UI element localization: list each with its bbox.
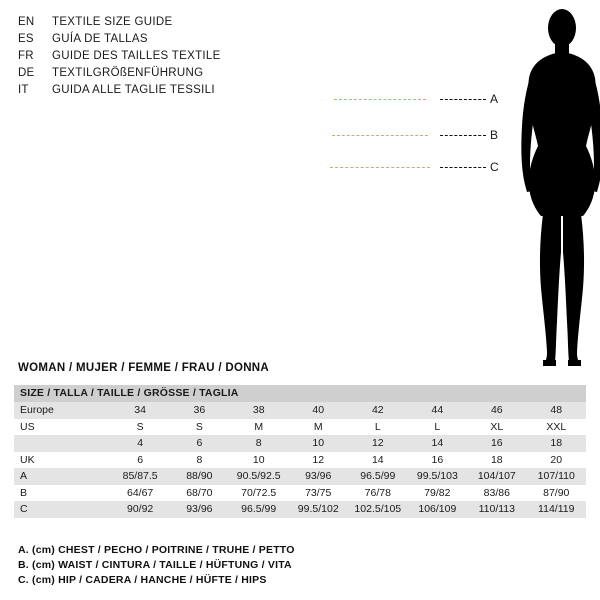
cell: 102.5/105 bbox=[348, 501, 408, 518]
cell: 99.5/102 bbox=[288, 501, 347, 518]
language-title: TEXTILE SIZE GUIDE bbox=[52, 16, 173, 28]
waist-measure-label: B bbox=[490, 128, 499, 142]
cell: 8 bbox=[170, 452, 229, 469]
legend-row-chest: A. (cm) CHEST / PECHO / POITRINE / TRUHE / PETTO bbox=[18, 544, 295, 556]
cell: 107/110 bbox=[527, 468, 586, 485]
cell: 90.5/92.5 bbox=[229, 468, 289, 485]
cell: 8 bbox=[229, 435, 289, 452]
table-header-row bbox=[14, 385, 586, 402]
cell: 79/82 bbox=[408, 485, 467, 502]
hip-measure-label: C bbox=[490, 160, 500, 174]
cell: 104/107 bbox=[467, 468, 526, 485]
table-row bbox=[14, 468, 586, 485]
hip-measure-line bbox=[330, 167, 430, 168]
cell: 114/119 bbox=[527, 501, 586, 518]
row-label: B bbox=[14, 485, 110, 502]
cell: 90/92 bbox=[110, 501, 169, 518]
cell: 16 bbox=[467, 435, 526, 452]
language-title: GUIDA ALLE TAGLIE TESSILI bbox=[52, 84, 215, 96]
language-code: ES bbox=[18, 33, 34, 45]
chest-measure-label: A bbox=[490, 92, 499, 106]
size-table bbox=[14, 385, 586, 518]
hip-measure-leader bbox=[440, 167, 486, 168]
body-figure-area bbox=[340, 0, 600, 380]
cell: L bbox=[348, 419, 408, 436]
table-header-label: SIZE / TALLA / TAILLE / GRÖSSE / TAGLIA bbox=[14, 385, 586, 402]
chest-measure-line bbox=[334, 99, 426, 100]
cell: 96.5/99 bbox=[348, 468, 408, 485]
female-body-silhouette-icon bbox=[340, 0, 600, 380]
table-row bbox=[14, 485, 586, 502]
chest-measure-leader bbox=[440, 99, 486, 100]
cell: 64/67 bbox=[110, 485, 169, 502]
measurement-legend bbox=[18, 543, 578, 588]
cell: 96.5/99 bbox=[229, 501, 289, 518]
cell: S bbox=[110, 419, 169, 436]
legend-row-hip: C. (cm) HIP / CADERA / HANCHE / HÜFTE / HIPS bbox=[18, 574, 267, 586]
cell: 68/70 bbox=[170, 485, 229, 502]
language-code: EN bbox=[18, 16, 35, 28]
cell: 36 bbox=[170, 402, 229, 419]
cell: 12 bbox=[348, 435, 408, 452]
language-row bbox=[18, 65, 318, 82]
cell: 14 bbox=[408, 435, 467, 452]
cell: 6 bbox=[170, 435, 229, 452]
table-row bbox=[14, 402, 586, 419]
cell: L bbox=[408, 419, 467, 436]
cell: 83/86 bbox=[467, 485, 526, 502]
cell: XXL bbox=[527, 419, 586, 436]
cell: 10 bbox=[229, 452, 289, 469]
cell: 87/90 bbox=[527, 485, 586, 502]
cell: M bbox=[288, 419, 347, 436]
cell: 110/113 bbox=[467, 501, 526, 518]
language-row bbox=[18, 48, 318, 65]
language-title: GUÍA DE TALLAS bbox=[52, 33, 148, 45]
language-title: TEXTILGRÖßENFÜHRUNG bbox=[52, 67, 204, 79]
language-code: IT bbox=[18, 84, 29, 96]
table-row bbox=[14, 419, 586, 436]
cell: 6 bbox=[110, 452, 169, 469]
cell: 18 bbox=[467, 452, 526, 469]
language-list bbox=[18, 14, 318, 99]
table-row bbox=[14, 452, 586, 469]
waist-measure-leader bbox=[440, 135, 486, 136]
cell: 88/90 bbox=[170, 468, 229, 485]
cell: 44 bbox=[408, 402, 467, 419]
cell: 12 bbox=[288, 452, 347, 469]
cell: 38 bbox=[229, 402, 289, 419]
cell: 70/72.5 bbox=[229, 485, 289, 502]
cell: 106/109 bbox=[408, 501, 467, 518]
cell: 14 bbox=[348, 452, 408, 469]
legend-row-waist: B. (cm) WAIST / CINTURA / TAILLE / HÜFTUNG / VITA bbox=[18, 559, 292, 571]
cell: 99.5/103 bbox=[408, 468, 467, 485]
cell: 93/96 bbox=[288, 468, 347, 485]
cell: 85/87.5 bbox=[110, 468, 169, 485]
language-title: GUIDE DES TAILLES TEXTILE bbox=[52, 50, 221, 62]
cell: XL bbox=[467, 419, 526, 436]
row-label: C bbox=[14, 501, 110, 518]
cell: M bbox=[229, 419, 289, 436]
row-label bbox=[14, 435, 110, 452]
cell: 16 bbox=[408, 452, 467, 469]
cell: 4 bbox=[110, 435, 169, 452]
row-label: A bbox=[14, 468, 110, 485]
table-row bbox=[14, 435, 586, 452]
cell: 18 bbox=[527, 435, 586, 452]
section-title: WOMAN / MUJER / FEMME / FRAU / DONNA bbox=[18, 362, 270, 374]
cell: 34 bbox=[110, 402, 169, 419]
cell: 10 bbox=[288, 435, 347, 452]
language-row bbox=[18, 31, 318, 48]
cell: 46 bbox=[467, 402, 526, 419]
waist-measure-line bbox=[332, 135, 428, 136]
row-label: US bbox=[14, 419, 110, 436]
cell: 42 bbox=[348, 402, 408, 419]
table-row bbox=[14, 501, 586, 518]
cell: 76/78 bbox=[348, 485, 408, 502]
language-code: FR bbox=[18, 50, 34, 62]
row-label: Europe bbox=[14, 402, 110, 419]
cell: S bbox=[170, 419, 229, 436]
language-row bbox=[18, 14, 318, 31]
cell: 40 bbox=[288, 402, 347, 419]
cell: 93/96 bbox=[170, 501, 229, 518]
cell: 20 bbox=[527, 452, 586, 469]
language-code: DE bbox=[18, 67, 35, 79]
row-label: UK bbox=[14, 452, 110, 469]
cell: 73/75 bbox=[288, 485, 347, 502]
cell: 48 bbox=[527, 402, 586, 419]
language-row bbox=[18, 82, 318, 99]
